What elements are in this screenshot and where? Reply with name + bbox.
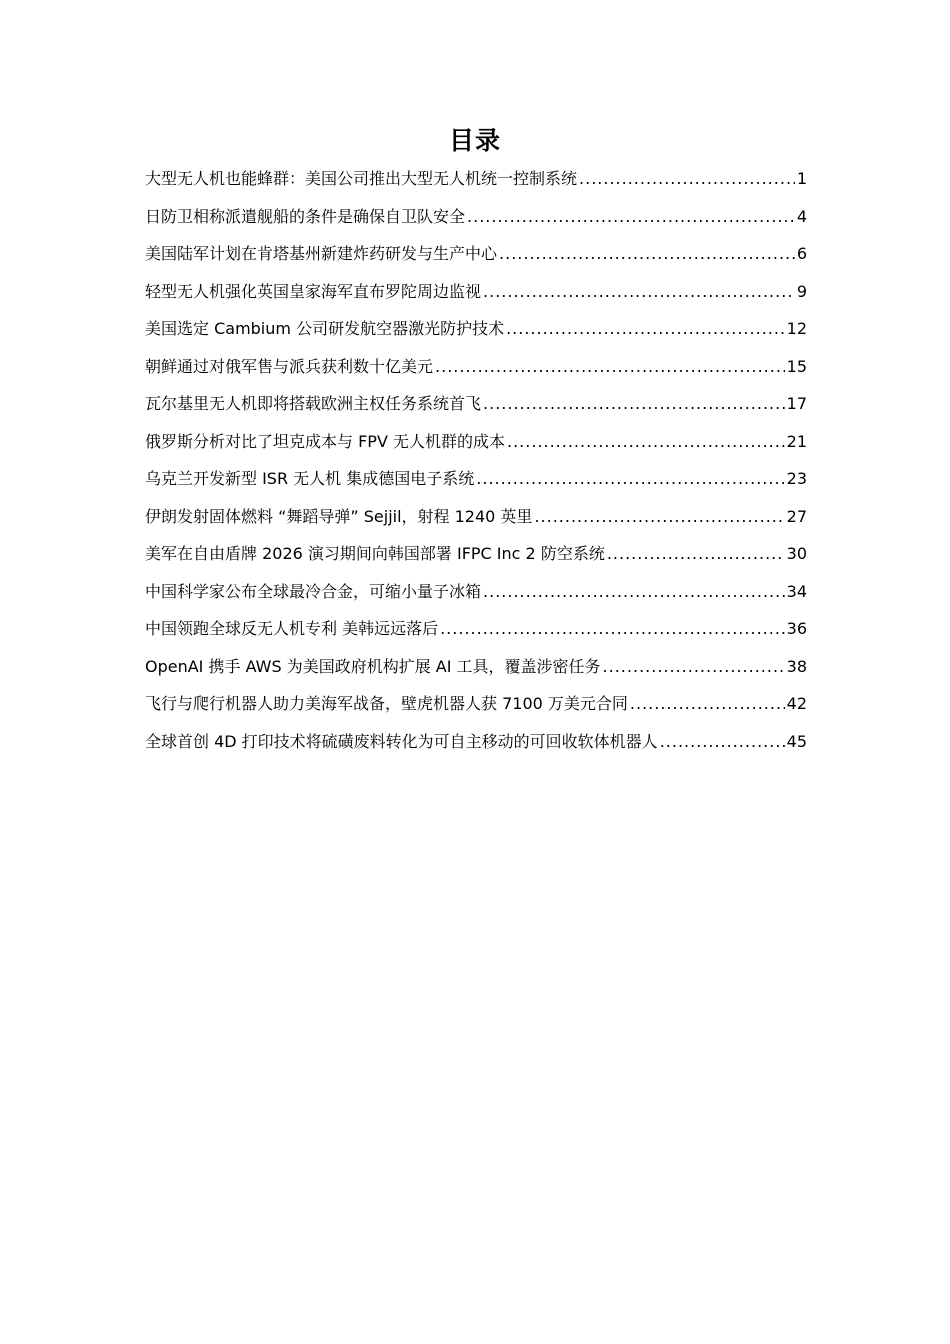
toc-page-number[interactable]: 34 [786, 581, 807, 601]
toc-entry[interactable] [145, 277, 807, 315]
toc-title: 目录 [448, 126, 501, 155]
toc-page-number[interactable]: 17 [786, 394, 807, 413]
toc-page-number[interactable]: 30 [786, 544, 807, 563]
toc-dot-leader [435, 352, 785, 382]
toc-dot-leader [440, 614, 785, 644]
toc-entry-title[interactable]: 大型无人机也能蜂群：美国公司推出大型无人机统一控制系统 [145, 169, 578, 188]
toc-entry[interactable] [145, 502, 807, 540]
toc-entry[interactable] [145, 539, 807, 577]
toc-entry[interactable] [145, 314, 807, 352]
toc-dot-leader [660, 727, 785, 757]
toc-dot-leader [607, 539, 785, 569]
toc-entry-title[interactable]: 美国陆军计划在肯塔基州新建炸药研发与生产中心 [145, 244, 498, 263]
toc-entry[interactable] [145, 652, 807, 690]
toc-page-number[interactable]: 6 [796, 244, 807, 263]
toc-dot-leader [630, 689, 785, 719]
toc-entry[interactable] [145, 464, 807, 502]
toc-page-number[interactable]: 4 [796, 206, 807, 226]
toc-entry-title[interactable]: 飞行与爬行机器人助力美海军战备，壁虎机器人获 7100 万美元合同 [145, 694, 628, 713]
toc-entry[interactable] [145, 352, 807, 390]
toc-dot-leader [483, 277, 795, 307]
toc-entry-title[interactable]: 瓦尔基里无人机即将搭载欧洲主权任务系统首飞 [145, 394, 482, 413]
toc-page-number[interactable]: 21 [786, 431, 807, 451]
toc-page-number[interactable]: 42 [786, 694, 807, 713]
toc-dot-leader [476, 464, 784, 494]
toc-entry[interactable] [145, 389, 807, 427]
toc-page-number[interactable]: 9 [796, 281, 807, 301]
toc-entry-title[interactable]: 朝鲜通过对俄军售与派兵获利数十亿美元 [145, 356, 434, 376]
toc-entry-title[interactable]: OpenAI 携手 AWS 为美国政府机构扩展 AI 工具，覆盖涉密任务 [145, 656, 601, 676]
toc-entry[interactable] [145, 577, 807, 615]
toc-entry[interactable] [145, 614, 807, 652]
toc-list [145, 164, 807, 764]
toc-entry[interactable] [145, 202, 807, 240]
toc-entry-title[interactable]: 乌克兰开发新型 ISR 无人机 集成德国电子系统 [145, 469, 475, 488]
toc-page-number[interactable]: 23 [786, 469, 807, 488]
toc-entry[interactable] [145, 427, 807, 465]
toc-page-number[interactable]: 27 [786, 506, 807, 526]
toc-entry-title[interactable]: 俄罗斯分析对比了坦克成本与 FPV 无人机群的成本 [145, 431, 505, 451]
toc-page-number[interactable]: 15 [786, 356, 807, 376]
toc-entry-title[interactable]: 全球首创 4D 打印技术将硫磺废料转化为可自主移动的可回收软体机器人 [145, 731, 658, 751]
toc-dot-leader [483, 577, 785, 607]
toc-entry-title[interactable]: 美国选定 Cambium 公司研发航空器激光防护技术 [145, 319, 505, 338]
toc-page-number[interactable]: 38 [786, 656, 807, 676]
toc-entry[interactable] [145, 239, 807, 277]
toc-entry-title[interactable]: 日防卫相称派遣舰船的条件是确保自卫队安全 [145, 206, 466, 226]
toc-dot-leader [579, 164, 795, 194]
toc-entry[interactable] [145, 727, 807, 765]
toc-dot-leader [483, 389, 785, 419]
toc-dot-leader [499, 239, 795, 269]
toc-entry-title[interactable]: 中国领跑全球反无人机专利 美韩远远落后 [145, 619, 439, 638]
toc-dot-leader [467, 202, 795, 232]
toc-dot-leader [603, 652, 785, 682]
toc-page-number[interactable]: 36 [786, 619, 807, 638]
toc-entry[interactable] [145, 164, 807, 202]
toc-dot-leader [507, 427, 785, 457]
toc-entry[interactable] [145, 689, 807, 727]
toc-entry-title[interactable]: 轻型无人机强化英国皇家海军直布罗陀周边监视 [145, 281, 482, 301]
toc-dot-leader [506, 314, 785, 344]
toc-entry-title[interactable]: 中国科学家公布全球最冷合金，可缩小量子冰箱 [145, 581, 482, 601]
toc-entry-title[interactable]: 美军在自由盾牌 2026 演习期间向韩国部署 IFPC Inc 2 防空系统 [145, 544, 605, 563]
toc-dot-leader [534, 502, 784, 532]
toc-page-number[interactable]: 12 [786, 319, 807, 338]
toc-page-number[interactable]: 1 [796, 169, 807, 188]
toc-entry-title[interactable]: 伊朗发射固体燃料 “舞蹈导弹” Sejjil，射程 1240 英里 [145, 506, 533, 526]
toc-page-number[interactable]: 45 [786, 731, 807, 751]
